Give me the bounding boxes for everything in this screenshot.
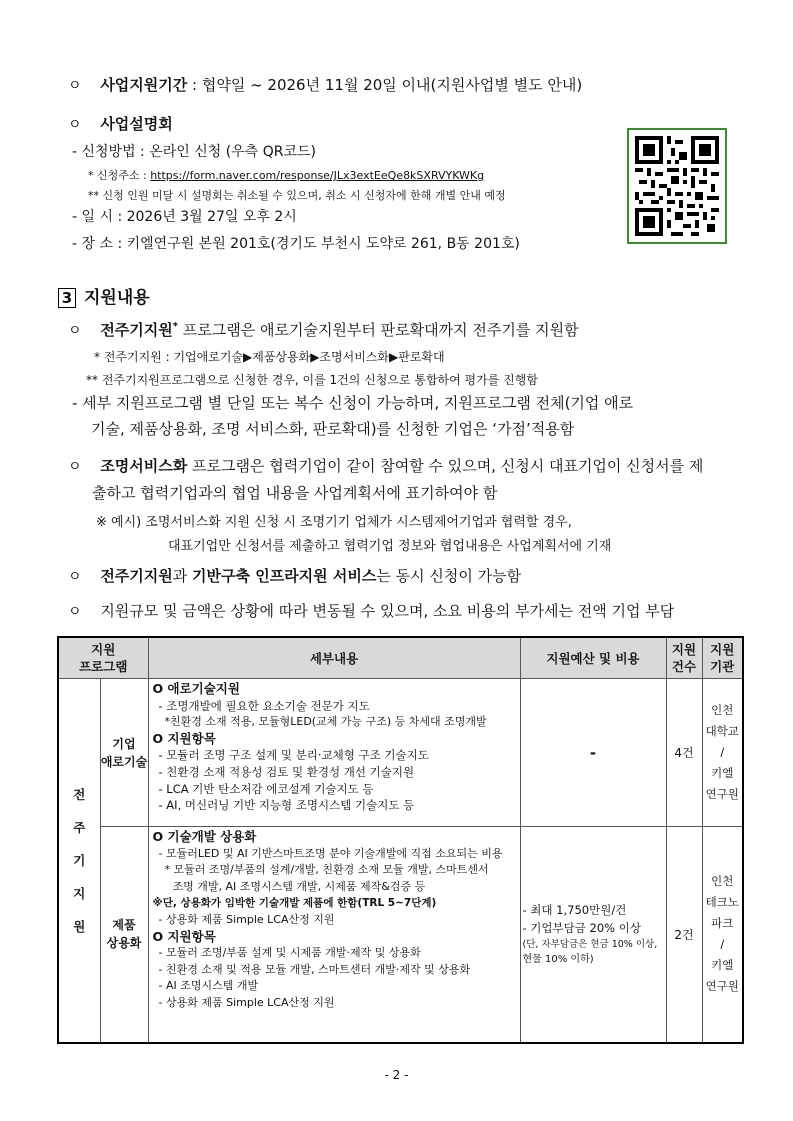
p1-sup: * bbox=[172, 321, 178, 332]
agency-cell: 인천 테크노 파크 / 키엘 연구원 bbox=[702, 827, 743, 1043]
header-detail: 세부내용 bbox=[148, 637, 520, 679]
detail-line: - 친환경 소재 적용성 검토 및 환경성 개선 기술지원 bbox=[158, 764, 415, 779]
budget-cell bbox=[520, 827, 666, 1043]
date-line: - 일 시 : 2026년 3월 27일 오후 2시 bbox=[72, 209, 297, 225]
p3-label1: 전주기지원 bbox=[100, 567, 173, 585]
detail-line: O 지원항목 bbox=[152, 928, 216, 944]
p3-text: 는 동시 신청이 가능함 bbox=[376, 567, 522, 585]
p1-dash2: 기술, 제품상용화, 조명 서비스화, 판로확대)를 신청한 기업은 ‘가점’적용함 bbox=[91, 420, 575, 438]
p1-line bbox=[68, 319, 579, 340]
p1-dash1: - 세부 지원프로그램 별 단일 또는 복수 신청이 가능하며, 지원프로그램 전체(기업 애로 bbox=[72, 394, 634, 412]
p4-line bbox=[68, 600, 674, 621]
budget-note: 현물 10% 이하) bbox=[522, 954, 594, 966]
table-row bbox=[58, 827, 743, 1043]
detail-line: - 모듈러LED 및 AI 기반스마트조명 분야 기술개발에 직접 소요되는 비용 bbox=[158, 846, 503, 860]
budget-line: - 기업부담금 20% 이상 bbox=[522, 921, 641, 936]
p2-example2: 대표기업만 신청서를 제출하고 협력기업 정보와 협업내용은 사업계획서에 기재 bbox=[168, 539, 612, 554]
detail-line: - 친환경 소재 및 적용 모듈 개발, 스마트센터 개발·제작 및 상용화 bbox=[158, 962, 471, 976]
detail-line: O 애로기술지원 bbox=[152, 681, 240, 696]
support-table bbox=[57, 636, 744, 1044]
p2-label: 조명서비스화 bbox=[100, 457, 188, 475]
bullet: ㅇ bbox=[68, 569, 82, 585]
detail-line: * 모듈러 조명/부품의 설계/개발, 친환경 소재 모듈 개발, 스마트센서 bbox=[164, 863, 489, 877]
notice-line: ** 신청 인원 미달 시 설명회는 취소될 수 있으며, 취소 시 신청자에 한해 개별 안내 예정 bbox=[88, 189, 506, 202]
table-header-row bbox=[58, 637, 743, 679]
program-name: 제품 상용화 bbox=[100, 827, 148, 1043]
budget-note: (단, 자부담금은 현금 10% 이상, bbox=[522, 939, 658, 951]
detail-line: - AI, 머신러닝 기반 지능형 조명시스템 기술지도 등 bbox=[158, 798, 415, 813]
detail-line: - 모듈러 조명 구조 설계 및 분리·교체형 구조 기술지도 bbox=[158, 748, 429, 763]
p2-text2: 출하고 협력기업과의 협업 내용을 사업계획서에 표기하여야 함 bbox=[92, 484, 498, 502]
method-line: - 신청방법 : 온라인 신청 (우측 QR코드) bbox=[72, 144, 316, 160]
p2-text: 프로그램은 협력기업이 같이 참여할 수 있으며, 신청시 대표기업이 신청서를 제 bbox=[187, 457, 704, 475]
bullet: ㅇ bbox=[68, 459, 82, 475]
budget-cell: - bbox=[520, 679, 666, 827]
address-link[interactable]: https://form.naver.com/response/JLx3extEeQe8kSXRVYKWKg bbox=[150, 169, 485, 182]
group-char: 전 bbox=[73, 786, 86, 802]
detail-line: O 기술개발 상용화 bbox=[152, 829, 257, 844]
detail-line: 조명 개발, AI 조명시스템 개발, 시제품 제작&검증 등 bbox=[172, 879, 426, 893]
p3-line bbox=[68, 565, 521, 586]
detail-line: *친환경 소재 적용, 모듈형LED(교체 가능 구조) 등 차세대 조명개발 bbox=[164, 715, 487, 729]
count-cell: 4건 bbox=[666, 679, 702, 827]
p1-label: 전주기지원 bbox=[100, 321, 173, 339]
group-char: 원 bbox=[73, 918, 86, 934]
detail-cell bbox=[148, 827, 520, 1043]
detail-line: - 조명개발에 필요한 요소기술 전문가 지도 bbox=[158, 698, 370, 713]
table-row bbox=[58, 679, 743, 827]
detail-cell bbox=[148, 679, 520, 827]
group-char: 지 bbox=[73, 885, 86, 901]
header-agency: 지원 기관 bbox=[702, 637, 743, 679]
p2-line bbox=[68, 455, 703, 476]
count-cell: 2건 bbox=[666, 827, 702, 1043]
bullet: ㅇ bbox=[68, 323, 82, 339]
period-label: 사업지원기간 bbox=[100, 76, 188, 94]
detail-line: - AI 조명시스템 개발 bbox=[158, 979, 259, 993]
qr-code[interactable] bbox=[627, 128, 727, 244]
group-label bbox=[58, 679, 100, 1043]
detail-line: O 지원항목 bbox=[152, 730, 216, 746]
p3-label2: 기반구축 인프라지원 서비스 bbox=[192, 567, 377, 585]
agency-cell: 인천 대학교 / 키엘 연구원 bbox=[702, 679, 743, 827]
detail-line: - 상용화 제품 Simple LCA산정 지원 bbox=[158, 912, 335, 926]
section-title: 지원내용 bbox=[84, 288, 150, 308]
detail-line: ※단, 상용화가 임박한 기술개발 제품에 한함(TRL 5~7단계) bbox=[152, 897, 437, 910]
p1-text: 프로그램은 애로기술지원부터 판로확대까지 전주기를 지원함 bbox=[178, 321, 579, 339]
bullet: ㅇ bbox=[68, 117, 82, 133]
detail-line: - LCA 기반 탄소저감 에코설계 기술지도 등 bbox=[158, 781, 374, 796]
p1-note1: * 전주기지원 : 기업애로기술▶제품상용화▶조명서비스화▶판로확대 bbox=[94, 350, 445, 364]
header-program: 지원 프로그램 bbox=[58, 637, 148, 679]
header-count: 지원 건수 bbox=[666, 637, 702, 679]
briefing-label: 사업설명회 bbox=[100, 115, 173, 133]
section-heading bbox=[58, 283, 150, 308]
address-prefix: * 신청주소 : bbox=[88, 169, 151, 182]
page-number: - 2 - bbox=[384, 1068, 409, 1082]
address-line bbox=[88, 167, 484, 183]
briefing-line bbox=[68, 113, 173, 134]
qr-code-icon bbox=[635, 136, 719, 236]
group-char: 기 bbox=[73, 852, 86, 868]
place-line: - 장 소 : 키엘연구원 본원 201호(경기도 부천시 도약로 261, B동 201호) bbox=[72, 236, 520, 252]
budget-line: - 최대 1,750만원/건 bbox=[522, 903, 627, 918]
detail-line: - 상용화 제품 Simple LCA산정 지원 bbox=[158, 995, 335, 1009]
period-line bbox=[68, 74, 582, 95]
bullet: ㅇ bbox=[68, 78, 82, 94]
detail-line: - 모듈러 조명/부품 설계 및 시제품 개발·제작 및 상용화 bbox=[158, 946, 421, 960]
p2-example1: ※ 예시) 조명서비스화 지원 신청 시 조명기기 업체가 시스템제어기업과 협력할 경우, bbox=[96, 515, 572, 530]
period-text: : 협약일 ~ 2026년 11월 20일 이내(지원사업별 별도 안내) bbox=[187, 76, 583, 94]
group-char: 주 bbox=[73, 819, 86, 835]
p1-note2: ** 전주기지원프로그램으로 신청한 경우, 이를 1건의 신청으로 통합하여 평가를 진행함 bbox=[86, 373, 538, 387]
bullet: ㅇ bbox=[68, 604, 82, 620]
section-number: 3 bbox=[58, 288, 76, 308]
p4-text: 지원규모 및 금액은 상황에 따라 변동될 수 있으며, 소요 비용의 부가세는 전액 기업 부담 bbox=[100, 602, 675, 620]
p3-mid: 과 bbox=[172, 567, 193, 585]
program-name: 기업 애로기술 bbox=[100, 679, 148, 827]
header-budget: 지원예산 및 비용 bbox=[520, 637, 666, 679]
